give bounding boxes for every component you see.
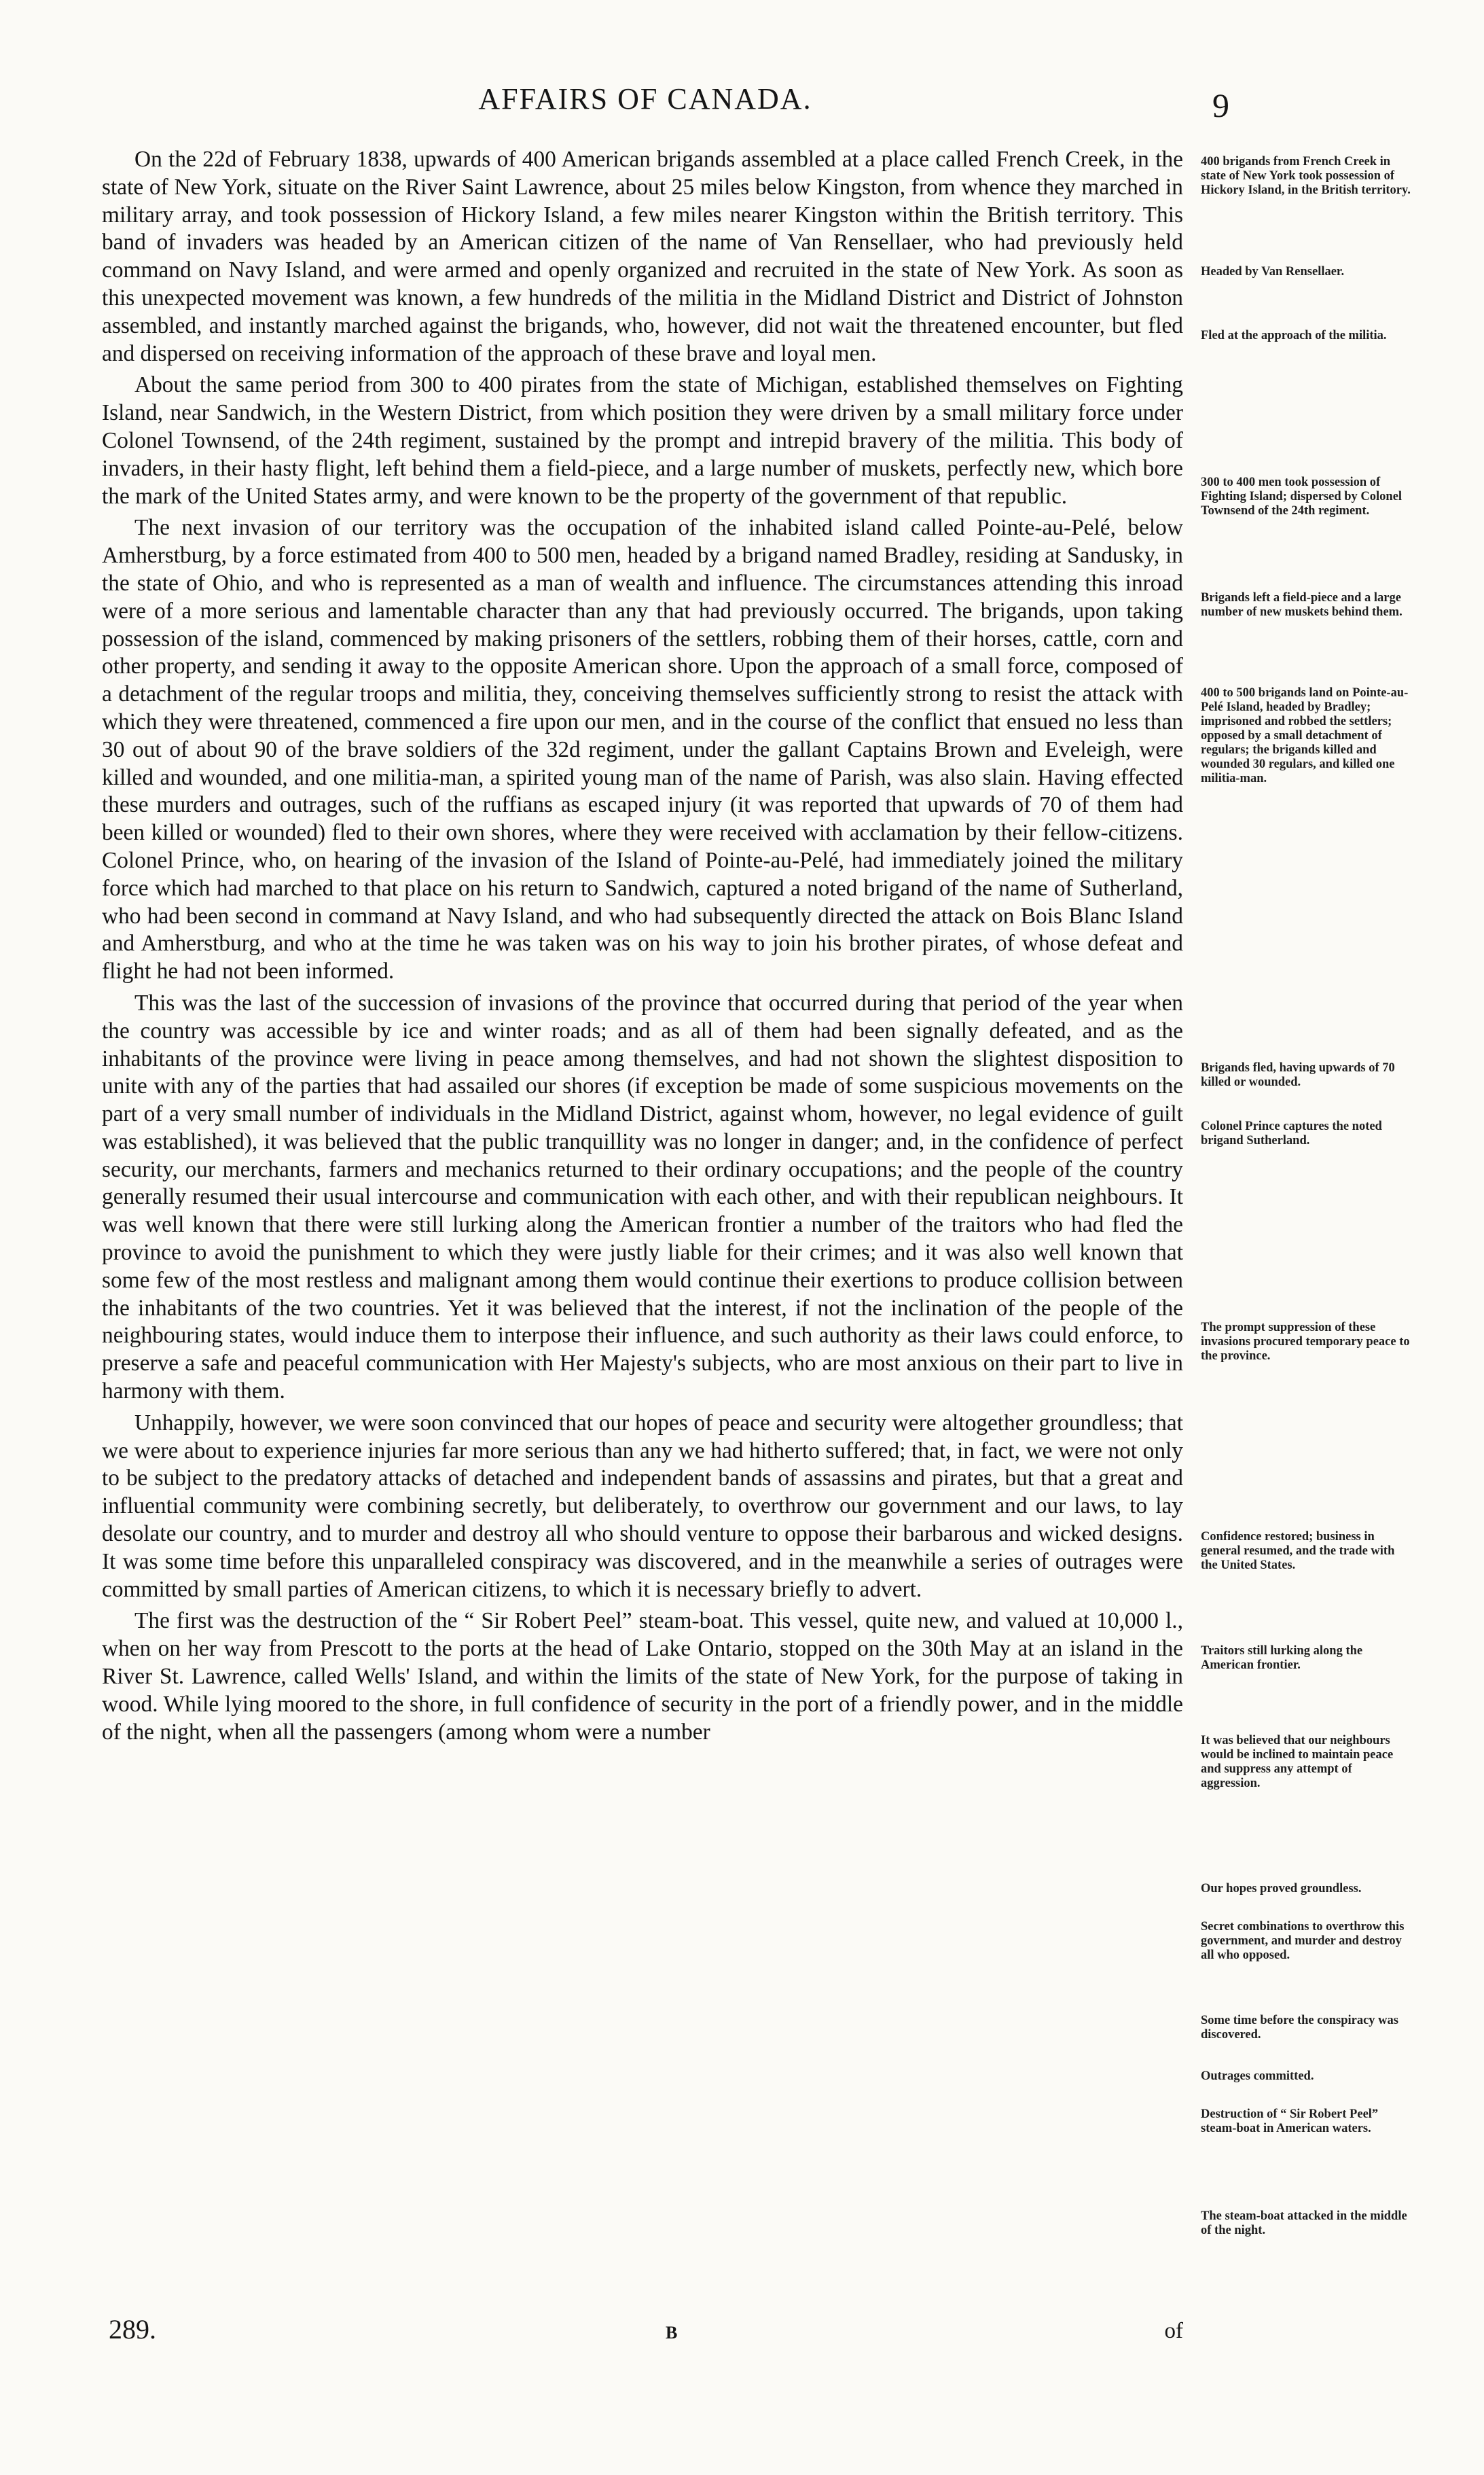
margin-note: Confidence restored; business in general resumed, and the trade with the United States. (1201, 1530, 1395, 1572)
margin-note: Headed by Van Rensellaer. (1201, 265, 1345, 279)
page-number: 9 (1212, 86, 1229, 124)
margin-note: The prompt suppression of these invasions procured temporary peace to the province. (1201, 1321, 1410, 1363)
margin-note: 300 to 400 men took possession of Fighting Island; dispersed by Colonel Townsend of the 24th regiment. (1201, 476, 1402, 518)
margin-note: Fled at the approach of the militia. (1201, 329, 1387, 342)
margin-note: Colonel Prince captures the noted brigand Sutherland. (1201, 1120, 1382, 1147)
margin-note: Outrages committed. (1201, 2069, 1314, 2083)
catchword: of (1164, 2319, 1183, 2343)
page-header (102, 76, 1229, 124)
running-title: AFFAIRS OF CANADA. (478, 82, 812, 115)
margin-note: Our hopes proved groundless. (1201, 1882, 1362, 1895)
margin-note: Brigands fled, having upwards of 70 killed or wounded. (1201, 1061, 1395, 1089)
paragraph: This was the last of the succession of invasions of the province that occurred during that period of the year when the country was accessible by ice and winter roads; and as all of them had been signally defeated, and as the inhabitants of the province were living in peace among themselves, and had not shown the slightest disposition to unite with any of the parties that had assailed our shores (if exception be made of some suspicious movements on the part of a very small number of individuals in the Midland District, against whom, however, no legal evidence of guilt was established), it was believed that the public tranquillity was no longer in danger; and, in the confidence of perfect security, our merchants, farmers and mechanics returned to their ordinary occupations; and the people of the country generally resumed their usual intercourse and communication with each other, and with their republican neighbours. It was well known that there were still lurking along the American frontier a number of the traitors who had fled the province to avoid the punishment to which they were justly liable for their crimes; and it was also well known that some few of the most restless and malignant among them would continue their exertions to produce collision between the inhabitants of the two countries. Yet it was believed that the interest, if not the inclination of the people of the neighbouring states, would induce them to interpose their influence, and such authority as their laws could enforce, to preserve a safe and peaceful communication with Her Majesty's subjects, who are most anxious on their part to live in harmony with them. (102, 990, 1183, 1404)
margin-note: 400 to 500 brigands land on Pointe-au-Pelé Island, headed by Bradley; imprisoned and robbed the settlers; opposed by a small detachment of regulars; the brigands killed and wounded 30 regulars, and killed one militia-man. (1201, 686, 1409, 785)
signature-number: 289. (109, 2314, 156, 2345)
margin-note: Traitors still lurking along the American frontier. (1201, 1644, 1363, 1672)
paragraph: Unhappily, however, we were soon convinced that our hopes of peace and security were altogether groundless; that we were about to experience injuries far more serious than any we had hitherto suffered; that, in fact, we were not only to be subject to the predatory attacks of detached and independent bands of assassins and pirates, but that a great and influential community were combining secretly, but deliberately, to overthrow our government and our laws, to lay desolate our country, and to murder and destroy all who should venture to oppose their barbarous and wicked designs. It was some time before this unparalleled conspiracy was discovered, and in the meanwhile a series of outrages were committed by small parties of American citizens, to which it is necessary briefly to advert. (102, 1410, 1183, 1602)
margin-note: Some time before the conspiracy was discovered. (1201, 2014, 1398, 2042)
paragraph: About the same period from 300 to 400 pirates from the state of Michigan, established themselves on Fighting Island, near Sandwich, in the Western District, from which position they were driven by a small military force under Colonel Townsend, of the 24th regiment, sustained by the prompt and intrepid bravery of the militia. This body of invaders, in their hasty flight, left behind them a field-piece, and a large number of muskets, perfectly new, which bore the mark of the United States army, and were known to be the property of the government of that republic. (102, 372, 1183, 509)
main-text (102, 146, 1183, 1750)
paragraph: The first was the destruction of the “ Sir Robert Peel” steam-boat. This vessel, quite new, and valued at 10,000 l., when on her way from Prescott to the ports at the head of Lake Ontario, stopped on the 30th May at an island in the River St. Lawrence, called Wells' Island, and within the limits of the state of New York, for the purpose of taking in wood. While lying moored to the shore, in full confidence of security in the port of a friendly power, and in the middle of the night, when all the passengers (among whom were a number (102, 1608, 1183, 1745)
margin-note: Destruction of “ Sir Robert Peel” steam-boat in American waters. (1201, 2107, 1379, 2135)
signature-letter: B (666, 2323, 678, 2343)
margin-note: It was believed that our neighbours would be inclined to maintain peace and suppress any attempt of aggression. (1201, 1734, 1394, 1790)
paragraph: The next invasion of our territory was the occupation of the inhabited island called Pointe-au-Pelé, below Amherstburg, by a force estimated from 400 to 500 men, headed by a brigand named Bradley, residing at Sandusky, in the state of Ohio, and who is represented as a man of wealth and influence. The circumstances attending this inroad were of a more serious and lamentable character than any that had previously occurred. The brigands, upon taking possession of the island, commenced by making prisoners of the settlers, robbing them of their horses, cattle, corn and other property, and sending it away to the opposite American shore. Upon the approach of a small force, composed of a detachment of the regular troops and militia, they, conceiving themselves sufficiently strong to resist the attack with which they were threatened, commenced a fire upon our men, and in the course of the conflict that ensued no less than 30 out of about 90 of the brave soldiers of the 32d regiment, under the gallant Captains Brown and Eveleigh, were killed and wounded, and one militia-man, a spirited young man of the name of Parish, was also slain. Having effected these murders and outrages, such of the ruffians as escaped injury (it was reported that upwards of 70 of them had been killed or wounded) fled to their own shores, where they were received with acclamation by their fellow-citizens. Colonel Prince, who, on hearing of the invasion of the Island of Pointe-au-Pelé, had immediately joined the military force which had marched to that place on his return to Sandwich, captured a noted brigand of the name of Sutherland, who had been second in command at Navy Island, and who had subsequently directed the attack on Bois Blanc Island and Amherstburg, and who at the time he was taken was on his way to join his brother pirates, of whose defeat and flight he had not been informed. (102, 515, 1183, 984)
margin-note: 400 brigands from French Creek in state of New York took possession of Hickory Island, in the British territory. (1201, 155, 1411, 197)
page-footer (102, 2313, 1183, 2354)
margin-note: Secret combinations to overthrow this government, and murder and destroy all who opposed. (1201, 1920, 1405, 1962)
margin-note: The steam-boat attacked in the middle of the night. (1201, 2209, 1407, 2237)
margin-note: Brigands left a field-piece and a large number of new muskets behind them. (1201, 591, 1402, 619)
paragraph: On the 22d of February 1838, upwards of 400 American brigands assembled at a place called French Creek, in the state of New York, situate on the River Saint Lawrence, about 25 miles below Kingston, from whence they marched in military array, and took possession of Hickory Island, a few miles nearer Kingston within the British territory. This band of invaders was headed by an American citizen of the name of Van Rensellaer, who had previously held command on Navy Island, and were armed and openly organized and recruited in the state of New York. As soon as this unexpected movement was known, a few hundreds of the militia in the Midland District and District of Johnston assembled, and instantly marched against the brigands, who, however, did not wait the threatened encounter, but fled and dispersed on receiving information of the approach of these brave and loyal men. (102, 147, 1183, 366)
